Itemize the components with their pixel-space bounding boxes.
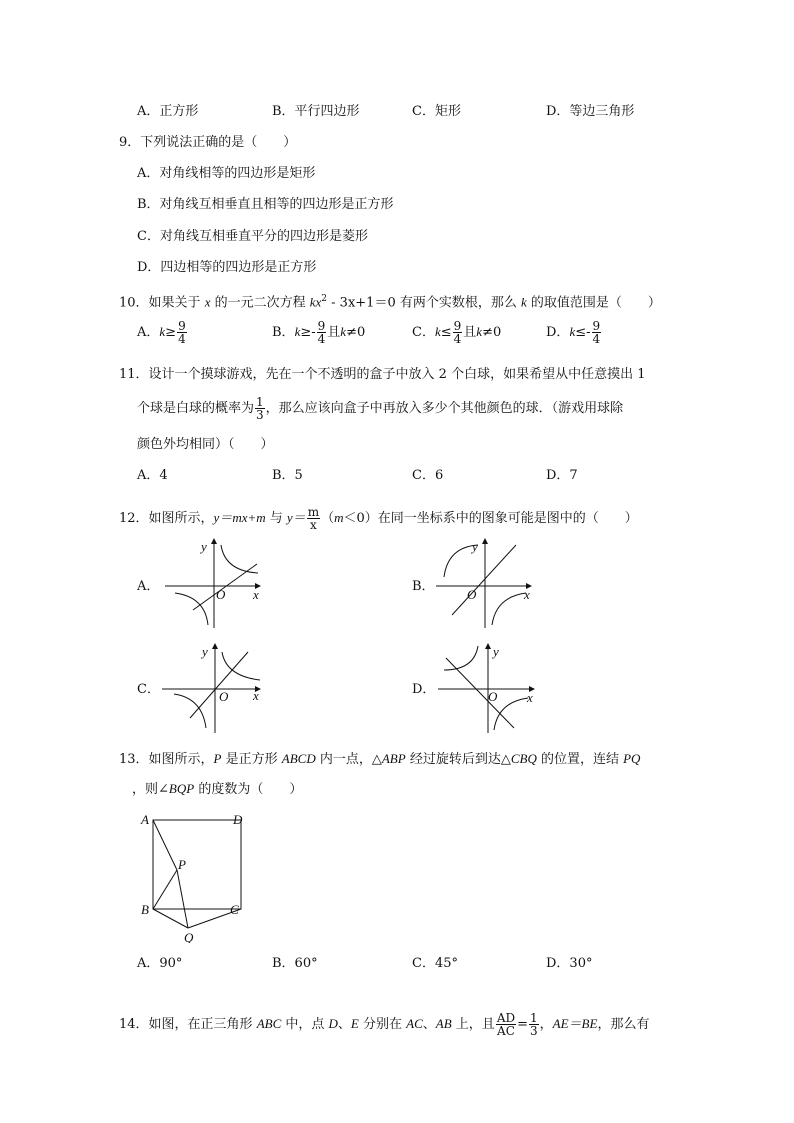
- q12-graph-a: [163, 535, 263, 630]
- q12-graph-d: [436, 640, 538, 735]
- q12-graph-b: [434, 535, 534, 630]
- svg-text:B: B: [141, 902, 149, 917]
- q10-option-c: C．k≤ $\frac{9}{4}$ 且k≠0: [412, 319, 502, 346]
- svg-text:x: x: [527, 690, 533, 705]
- svg-text:y: y: [202, 644, 208, 659]
- q13-option-d: D．30°: [546, 956, 593, 971]
- q12-label-d: D．: [412, 682, 436, 697]
- q8-option-d: D．等边三角形: [546, 104, 635, 119]
- q11-option-c: C．6: [412, 468, 444, 483]
- q11-option-d: D．7: [546, 468, 578, 483]
- q8-option-a: A．正方形: [137, 104, 199, 119]
- q9-option-a: A．对角线相等的四边形是矩形: [137, 166, 316, 181]
- q11-line-1: 11．设计一个摸球游戏，先在一个不透明的盒子中放入 2 个白球，如果希望从中任意摸出 1: [119, 367, 646, 382]
- svg-text:C: C: [230, 902, 239, 917]
- q10-option-b: B．k≥- $\frac{9}{4}$ 且k≠0: [272, 319, 366, 346]
- svg-text:y: y: [472, 539, 478, 554]
- svg-text:O: O: [467, 587, 477, 602]
- q10-option-d: D．k≤- $\frac{9}{4}$: [546, 319, 601, 346]
- q13-figure: [134, 808, 254, 943]
- q14-line-1: 14．如图，在正三角形 ABC 中，点 D、E 分别在 AC、AB 上，且 $\frac{AD}{AC}$ = $\frac{1}{3}$ ，AE＝BE，那么有: [119, 1011, 650, 1038]
- svg-text:y: y: [493, 644, 499, 659]
- q13-option-c: C．45°: [412, 956, 458, 971]
- q9-stem: 9．下列说法正确的是（ ）: [119, 135, 297, 150]
- q11-line-2: 个球是白球的概率为 $\frac{1}{3}$ ，那么应该向盒子中再放入多少个其他颜色的球．（游戏用球除: [137, 395, 624, 422]
- svg-text:O: O: [216, 587, 226, 602]
- q9-option-b: B．对角线互相垂直且相等的四边形是正方形: [137, 197, 394, 212]
- q8-option-c: C．矩形: [412, 104, 461, 119]
- q13-option-b: B．60°: [272, 956, 318, 971]
- q10-stem: 10．如果关于 x 的一元二次方程 $kx^2 - 3x+1=0$ 有两个实数根，那么 k 的取值范围是（ ）: [119, 294, 661, 311]
- q12-label-a: A．: [137, 579, 160, 594]
- q11-option-b: B．5: [272, 468, 303, 483]
- q12-stem: 12．如图所示，y＝mx+m 与 y＝ $\frac{m}{x}$ （m＜0）在同一坐标系中的图象可能是图中的（ ）: [119, 505, 638, 532]
- q12-label-c: C．: [137, 682, 160, 697]
- svg-text:x: x: [524, 587, 530, 602]
- q13-option-a: A．90°: [137, 956, 183, 971]
- svg-text:O: O: [219, 689, 229, 704]
- svg-text:P: P: [178, 857, 186, 872]
- svg-text:A: A: [141, 812, 149, 827]
- q11-line-3: 颜色外均相同）（ ）: [137, 437, 274, 452]
- svg-text:O: O: [488, 689, 498, 704]
- q13-line-2: ，则∠BQP 的度数为（ ）: [132, 781, 303, 797]
- svg-text:y: y: [201, 539, 207, 554]
- svg-text:Q: Q: [184, 930, 194, 943]
- q8-option-b: B．平行四边形: [272, 104, 360, 119]
- svg-text:x: x: [253, 688, 259, 703]
- q9-option-d: D．四边相等的四边形是正方形: [137, 260, 317, 275]
- q11-option-a: A．4: [137, 468, 168, 483]
- q12-label-b: B．: [412, 579, 435, 594]
- q10-option-a: A．k≥ $\frac{9}{4}$: [137, 319, 186, 346]
- svg-text:D: D: [233, 812, 243, 827]
- q13-line-1: 13．如图所示，P 是正方形 ABCD 内一点，△ABP 经过旋转后到达△CBQ 的位置，连结 PQ: [119, 751, 641, 767]
- svg-text:x: x: [253, 587, 259, 602]
- q12-graph-c: [160, 640, 265, 735]
- q9-option-c: C．对角线互相垂直平分的四边形是菱形: [137, 229, 368, 244]
